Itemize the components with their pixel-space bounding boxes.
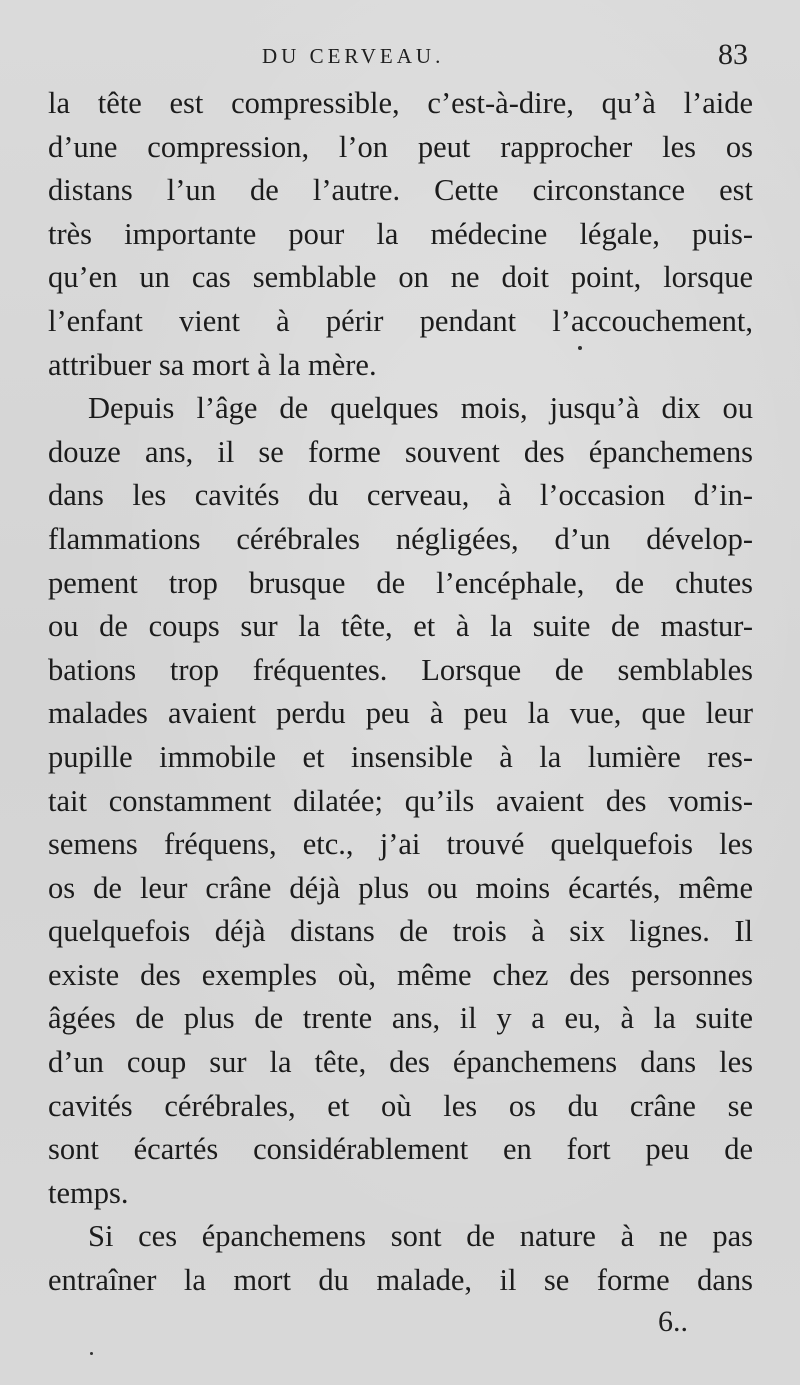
text-line: cavités cérébrales, et où les os du crâne se bbox=[48, 1088, 753, 1123]
text-line: temps. bbox=[48, 1175, 129, 1210]
ink-speck bbox=[578, 346, 582, 350]
text-line: dans les cavités du cerveau, à l’occasion d’in- bbox=[48, 478, 753, 513]
text-line: attribuer sa mort à la mère. bbox=[48, 347, 377, 382]
text-line: très importante pour la médecine légale, puis- bbox=[48, 216, 753, 251]
text-line: malades avaient perdu peu à peu la vue, que leur bbox=[48, 696, 753, 731]
text-line: os de leur crâne déjà plus ou moins écartés, même bbox=[48, 870, 753, 905]
text-line: semens fréquens, etc., j’ai trouvé quelquefois les bbox=[48, 827, 753, 862]
text-line: distans l’un de l’autre. Cette circonstance est bbox=[48, 173, 753, 208]
text-line: ou de coups sur la tête, et à la suite de mastur- bbox=[48, 609, 753, 644]
paragraph-start-line: Si ces épanchemens sont de nature à ne pas bbox=[88, 1219, 753, 1254]
text-line: entraîner la mort du malade, il se forme dans bbox=[48, 1263, 753, 1298]
page-number: 83 bbox=[718, 38, 748, 71]
body-text bbox=[48, 82, 753, 1303]
text-line: qu’en un cas semblable on ne doit point, lorsque bbox=[48, 260, 753, 295]
text-line: douze ans, il se forme souvent des épanchemens bbox=[48, 434, 753, 469]
text-line: pupille immobile et insensible à la lumière res- bbox=[48, 739, 753, 774]
text-line: pement trop brusque de l’encéphale, de chutes bbox=[48, 565, 753, 600]
text-line: d’une compression, l’on peut rapprocher les os bbox=[48, 129, 753, 164]
text-line: d’un coup sur la tête, des épanchemens dans les bbox=[48, 1045, 753, 1080]
text-line: tait constamment dilatée; qu’ils avaient des vomis- bbox=[48, 783, 753, 818]
text-line: quelquefois déjà distans de trois à six lignes. Il bbox=[48, 914, 753, 949]
paragraph-start-line: Depuis l’âge de quelques mois, jusqu’à dix ou bbox=[88, 391, 753, 426]
signature-mark: 6.. bbox=[658, 1305, 688, 1338]
text-line: bations trop fréquentes. Lorsque de semblables bbox=[48, 652, 753, 687]
text-line: sont écartés considérablement en fort peu de bbox=[48, 1132, 753, 1167]
text-line: flammations cérébrales négligées, d’un dévelop- bbox=[48, 521, 753, 556]
text-line: âgées de plus de trente ans, il y a eu, à la suite bbox=[48, 1001, 753, 1036]
running-head bbox=[48, 38, 748, 74]
ink-speck bbox=[90, 1352, 93, 1355]
text-line: la tête est compressible, c’est-à-dire, qu’à l’aide bbox=[48, 86, 753, 120]
text-line: existe des exemples où, même chez des personnes bbox=[48, 957, 753, 992]
text-line: l’enfant vient à périr pendant l’accouchement, bbox=[48, 303, 753, 338]
running-title: DU CERVEAU. bbox=[262, 44, 445, 68]
